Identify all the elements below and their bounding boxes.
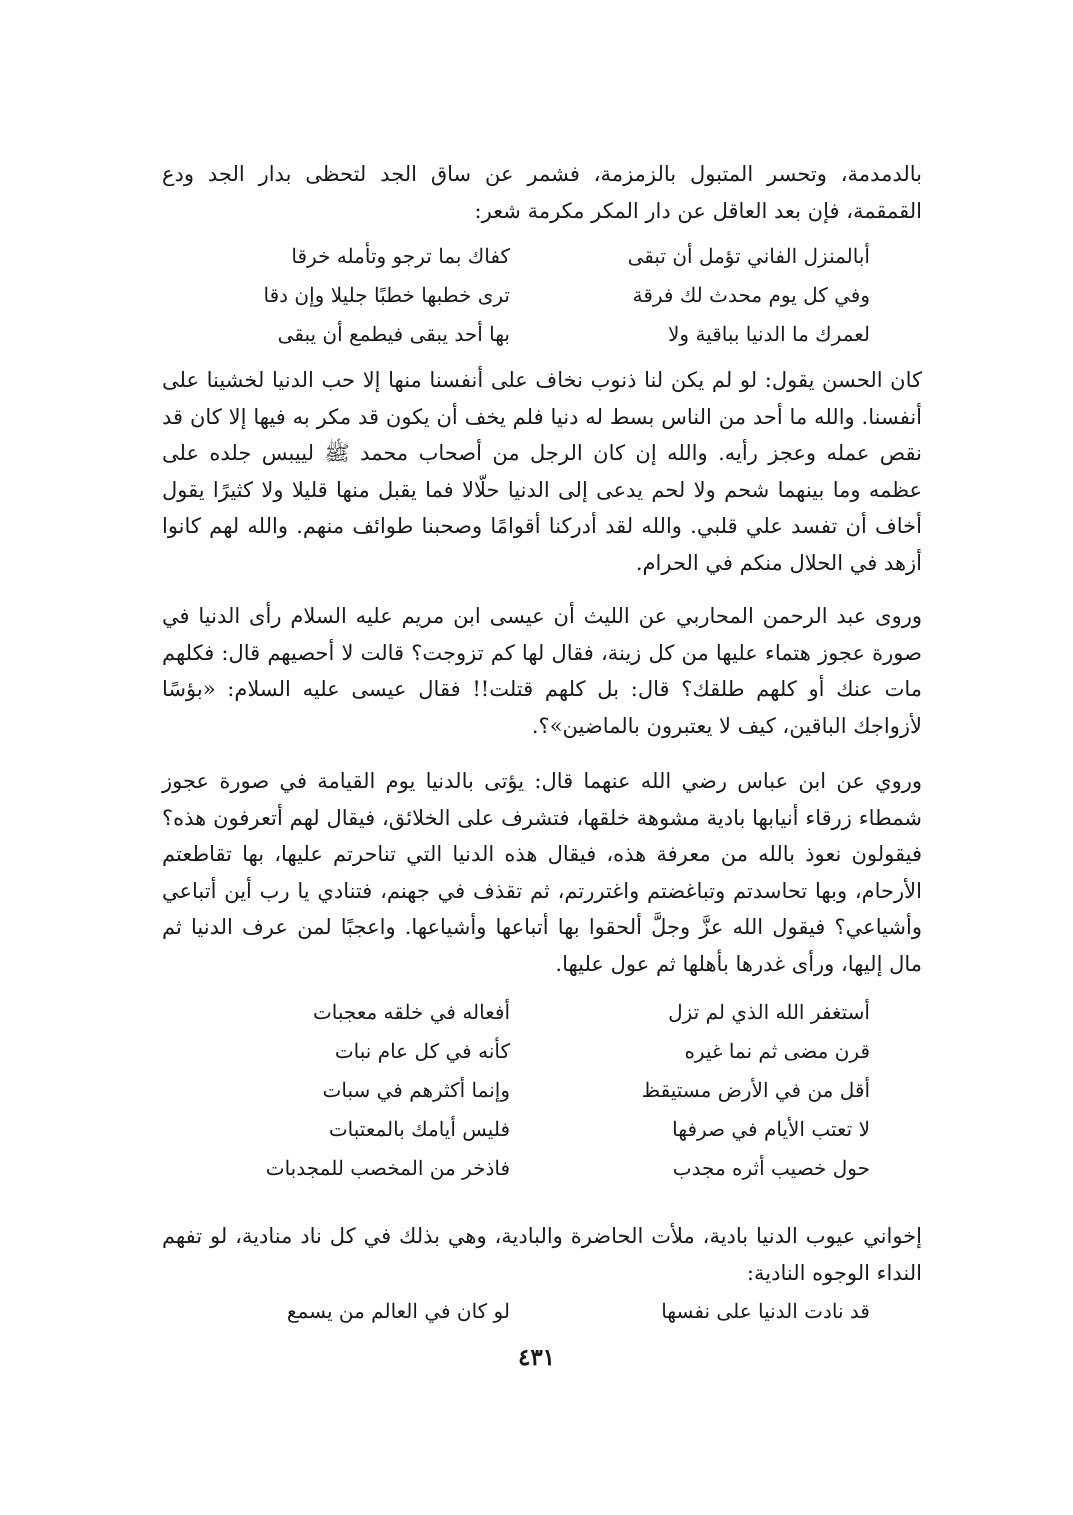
poem-1 xyxy=(180,237,870,354)
verse-first-hemistich: لعمرك ما الدنيا بباقية ولا xyxy=(668,322,870,346)
verse-first-hemistich: أقل من في الأرض مستيقظ xyxy=(641,1078,870,1102)
verse xyxy=(180,1149,870,1188)
verse xyxy=(180,993,870,1032)
verse xyxy=(180,1071,870,1110)
verse-second-hemistich: كفاك بما ترجو وتأمله خرقا xyxy=(291,244,510,268)
verse xyxy=(180,276,870,315)
paragraph-brothers: إخواني عيوب الدنيا بادية، ملأت الحاضرة والبادية، وهي بذلك في كل ناد منادية، لو تفهم النداء الوجوه النادية: xyxy=(162,1224,922,1285)
poem-2 xyxy=(180,993,870,1188)
verse-first-hemistich: لا تعتب الأيام في صرفها xyxy=(672,1117,870,1141)
verse xyxy=(180,1110,870,1149)
paragraph-ibn-abbas: وروي عن ابن عباس رضي الله عنهما قال: يؤتى بالدنيا يوم القيامة في صورة عجوز شمطاء زرقاء أنيابها بادية مشوهة خلقها، فتشرف على الخلائق، فيقال لهم أتعرفون هذه؟ فيقولون نعوذ بالله من معرفة هذه، فيقال هذه الدنيا التي تناحرتم عليها، بها تقاطعتم الأرحام، وبها تحاسدتم وتباغضتم واغتررتم، ثم تقذف في جهنم، فتنادي يا رب أين أتباعي وأشياعي؟ فيقول الله عزَّ وجلَّ ألحقوا بها أتباعها وأشياعها. واعجبًا لمن عرف الدنيا ثم مال إليها، ورأى غدرها بأهلها ثم عول عليها. xyxy=(162,769,922,976)
verse-second-hemistich: ترى خطبها خطبًا جليلا وإن دقا xyxy=(263,283,510,307)
verse-second-hemistich: فليس أيامك بالمعتبات xyxy=(328,1117,510,1141)
paragraph-opening: بالدمدمة، وتحسر المتبول بالزمزمة، فشمر عن ساق الجد لتحظى بدار الجد ودع القمقمة، فإن بعد العاقل عن دار المكر مكرمة شعر: xyxy=(162,162,922,223)
verse-first-hemistich: قد نادت الدنيا على نفسها xyxy=(661,1299,870,1323)
verse-second-hemistich: لو كان في العالم من يسمع xyxy=(286,1299,510,1323)
verse-second-hemistich: بها أحد يبقى فيطمع أن يبقى xyxy=(277,322,510,346)
verse-first-hemistich: أستغفر الله الذي لم تزل xyxy=(668,1000,870,1024)
verse xyxy=(180,1292,870,1331)
verse-second-hemistich: فاذخر من المخصب للمجدبات xyxy=(265,1156,510,1180)
verse xyxy=(180,237,870,276)
paragraph-isa: وروى عبد الرحمن المحاربي عن الليث أن عيسى ابن مريم عليه السلام رأى الدنيا في صورة عجوز هتماء عليها من كل زينة، فقال لها كم تزوجت؟ قالت لا أحصيهم قال: فكلهم مات عنك أو كلهم طلقك؟ قال: بل كلهم قتلت!! فقال عيسى عليه السلام: «بؤسًا لأزواجك الباقين، كيف لا يعتبرون بالماضين»؟. xyxy=(162,604,922,738)
verse xyxy=(180,315,870,354)
verse-second-hemistich: وإنما أكثرهم في سبات xyxy=(322,1078,510,1102)
verse-second-hemistich: كأنه في كل عام نبات xyxy=(334,1039,510,1063)
verse-first-hemistich: وفي كل يوم محدث لك فرقة xyxy=(632,283,870,307)
verse-second-hemistich: أفعاله في خلقه معجبات xyxy=(312,1000,510,1024)
verse-first-hemistich: حول خصيب أثره مجدب xyxy=(672,1156,870,1180)
page-number: ٤٣١ xyxy=(517,1344,556,1371)
verse-first-hemistich: قرن مضى ثم نما غيره xyxy=(684,1039,870,1063)
poem-3 xyxy=(180,1292,870,1331)
paragraph-hasan: كان الحسن يقول: لو لم يكن لنا ذنوب نخاف على أنفسنا منها إلا حب الدنيا لخشينا على أنفسنا. والله ما أحد من الناس بسط له دنيا فلم يخف أن يكون قد مكر به فيها إلا كان قد نقص عمله وعجز رأيه. والله إن كان الرجل من أصحاب محمد ﷺ لييبس جلده على عظمه وما بينهما شحم ولا لحم يدعى إلى الدنيا حلّالا فما يقبل منها قليلا ولا كثيرًا يقول أخاف أن تفسد علي قلبي. والله لقد أدركنا أقوامًا وصحبنا طوائف منهم. والله لهم كانوا أزهد في الحلال منكم في الحرام. xyxy=(162,368,922,575)
verse-first-hemistich: أبالمنزل الفاني تؤمل أن تبقى xyxy=(627,244,870,268)
verse xyxy=(180,1032,870,1071)
